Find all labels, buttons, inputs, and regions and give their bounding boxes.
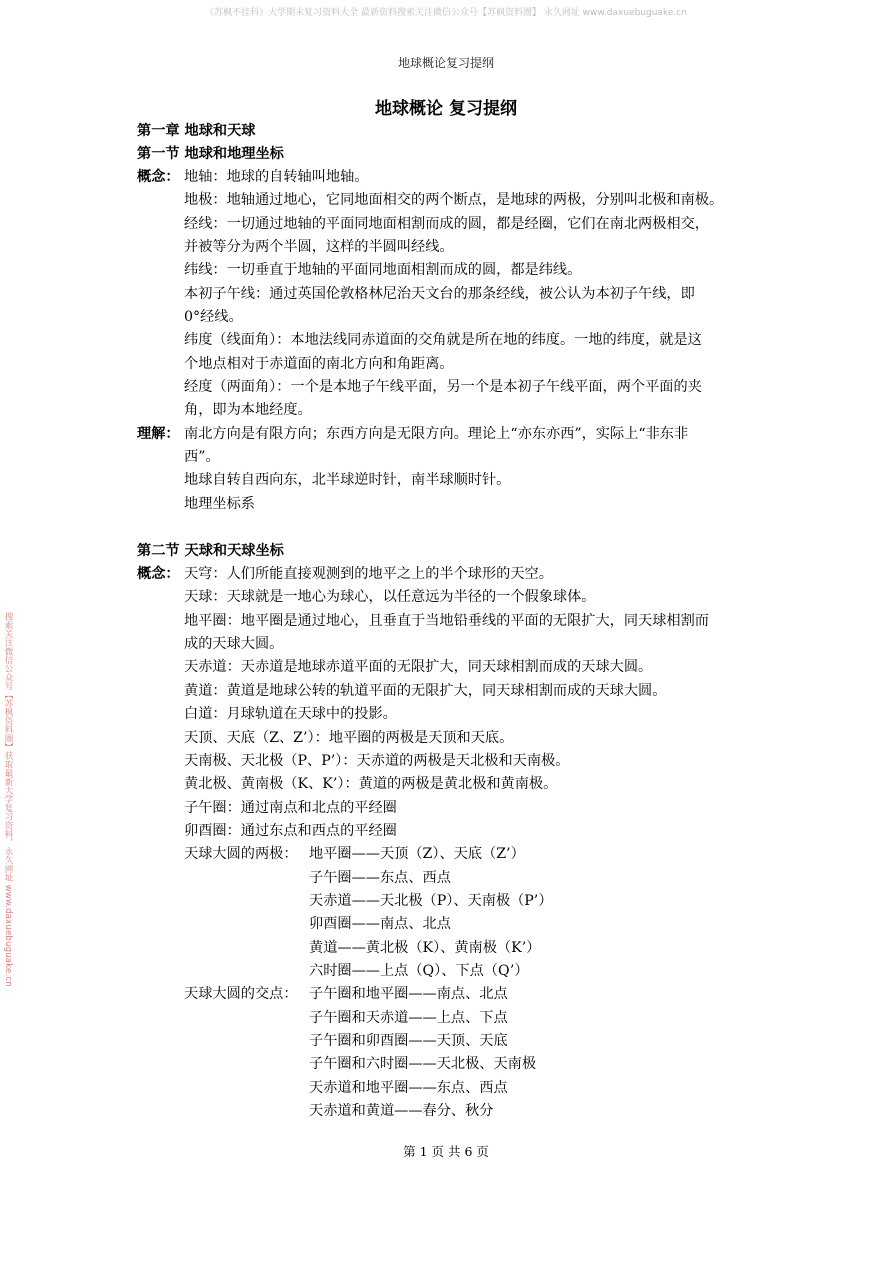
- concept-line: 成的天球大圆。: [184, 636, 284, 652]
- concept-line: 白道：月球轨道在天球中的投影。: [184, 706, 397, 722]
- intersections-item: 子午圈和卯酉圈——天顶、天底: [309, 1033, 508, 1049]
- chapter-heading: 第一章 地球和天球: [137, 123, 256, 139]
- poles-item: 六时圈——上点（Q）、下点（Q’）: [309, 963, 529, 979]
- concept-line: 地轴：地球的自转轴叫地轴。: [184, 169, 369, 185]
- understanding-line: 南北方向是有限方向；东西方向是无限方向。理论上“亦东亦西”，实际上“非东非: [184, 426, 689, 442]
- concept-line: 卯酉圈：通过东点和西点的平经圈: [184, 823, 397, 839]
- concept-line: 纬线：一切垂直于地轴的平面同地面相割而成的圆，都是纬线。: [184, 262, 582, 278]
- concept-line: 个地点相对于赤道面的南北方向和角距离。: [184, 356, 454, 372]
- concept-label: 概念：: [137, 169, 180, 185]
- concept-line: 天南极、天北极（P、P’）：天赤道的两极是天北极和天南极。: [184, 753, 570, 769]
- understanding-line: 地球自转自西向东，北半球逆时针，南半球顺时针。: [184, 472, 511, 488]
- concept-line: 黄道：黄道是地球公转的轨道平面的无限扩大，同天球相割而成的天球大圆。: [184, 683, 667, 699]
- concept-line: 天球：天球就是一地心为球心，以任意远为半径的一个假象球体。: [184, 589, 596, 605]
- intersections-label: 天球大圆的交点：: [184, 986, 298, 1002]
- intersections-item: 子午圈和地平圈——南点、北点: [309, 986, 508, 1002]
- concept-line: 经线：一切通过地轴的平面同地面相割而成的圆，都是经圈，它们在南北两极相交，: [184, 216, 709, 232]
- concept-line: 经度（两面角）：一个是本地子午线平面，另一个是本初子午线平面，两个平面的夹: [184, 379, 702, 395]
- concept-line: 黄北极、黄南极（K、K’）：黄道的两极是黄北极和黄南极。: [184, 776, 558, 792]
- poles-label: 天球大圆的两极：: [184, 846, 298, 862]
- understanding-line: 西”。: [184, 449, 220, 465]
- poles-item: 天赤道——天北极（P）、天南极（P’）: [309, 893, 553, 909]
- watermark-top: 《苏枫不挂科》大学期末复习资料大全 最新资料搜索关注微信公众号【苏枫资料圈】 永久网址 www.daxuebuguake.cn: [205, 8, 687, 18]
- poles-item: 地平圈——天顶（Z）、天底（Z’）: [309, 846, 525, 862]
- concept-line: 子午圈：通过南点和北点的平经圈: [184, 800, 397, 816]
- concept-line: 地平圈：地平圈是通过地心，且垂直于当地铅垂线的平面的无限扩大，同天球相割而: [184, 613, 709, 629]
- section-heading-1: 第一节 地球和地理坐标: [137, 146, 284, 162]
- concept-line: 天赤道：天赤道是地球赤道平面的无限扩大，同天球相割而成的天球大圆。: [184, 659, 653, 675]
- concept-line: 地极：地轴通过地心，它同地面相交的两个断点，是地球的两极，分别叫北极和南极。: [184, 192, 724, 208]
- intersections-item: 子午圈和六时圈——天北极、天南极: [309, 1056, 537, 1072]
- poles-item: 卯酉圈——南点、北点: [309, 916, 451, 932]
- concept-label: 概念：: [137, 566, 180, 582]
- concept-line: 天顶、天底（Z、Z’）：地平圈的两极是天顶和天底。: [184, 730, 514, 746]
- understanding-label: 理解：: [137, 426, 180, 442]
- document-title: 地球概论 复习提纲: [375, 99, 517, 119]
- concept-line: 纬度（线面角）：本地法线同赤道面的交角就是所在地的纬度。一地的纬度，就是这: [184, 332, 702, 348]
- poles-item: 子午圈——东点、西点: [309, 870, 451, 886]
- concept-line: 天穹：人们所能直接观测到的地平之上的半个球形的天空。: [184, 566, 553, 582]
- understanding-line: 地理坐标系: [184, 496, 255, 512]
- intersections-item: 天赤道和地平圈——东点、西点: [309, 1080, 508, 1096]
- intersections-item: 天赤道和黄道——春分、秋分: [309, 1103, 494, 1119]
- concept-line: 本初子午线：通过英国伦敦格林尼治天文台的那条经线，被公认为本初子午线，即: [184, 286, 695, 302]
- concept-line: 角，即为本地经度。: [184, 402, 312, 418]
- watermark-side: 搜索关注微信公众号【苏枫资料圈】获取最新大学复习资料，永久网址 www.daxuebuguake.cn: [3, 612, 13, 987]
- concept-line: 并被等分为两个半圆，这样的半圆叫经线。: [184, 239, 454, 255]
- intersections-item: 子午圈和天赤道——上点、下点: [309, 1010, 508, 1026]
- poles-item: 黄道——黄北极（K）、黄南极（K’）: [309, 940, 541, 956]
- page-footer: 第 1 页 共 6 页: [403, 1144, 489, 1159]
- page-header: 地球概论复习提纲: [397, 56, 494, 70]
- concept-line: 0°经线。: [184, 309, 243, 325]
- section-heading-2: 第二节 天球和天球坐标: [137, 543, 284, 559]
